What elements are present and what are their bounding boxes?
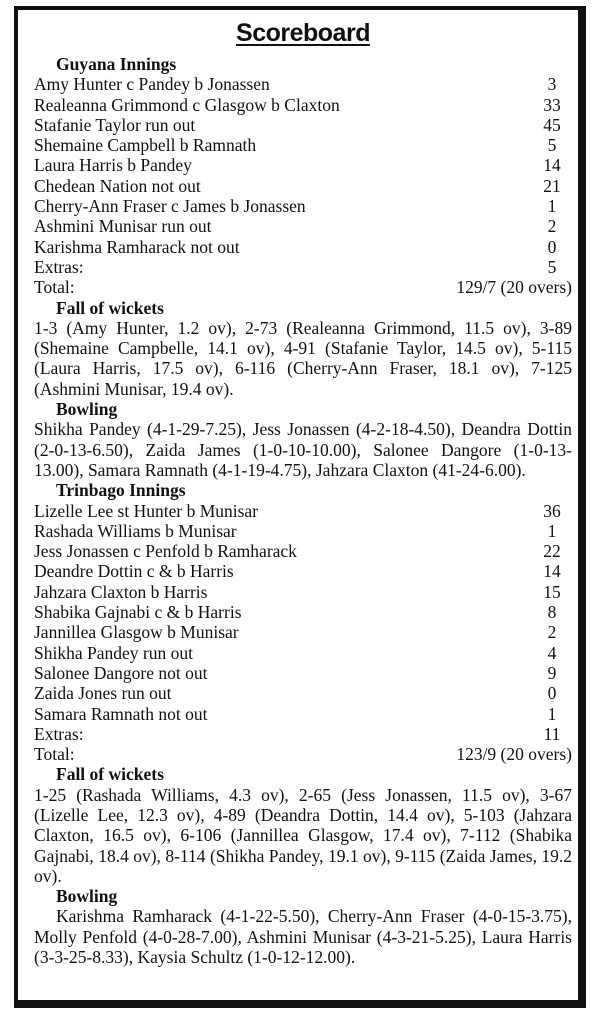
- extras-label: Extras:: [34, 256, 84, 277]
- batting-row: [34, 582, 572, 602]
- batter-name: Jess Jonassen c Penfold b Ramharack: [34, 541, 297, 562]
- batter-name: Chedean Nation not out: [34, 175, 201, 196]
- batter-name: Laura Harris b Pandey: [34, 155, 192, 176]
- batter-name: Shemaine Campbell b Ramnath: [34, 135, 257, 156]
- batter-runs: 2: [547, 622, 557, 643]
- batting-row: [34, 643, 572, 663]
- batting-row: [34, 216, 572, 236]
- batter-name: Jannillea Glasgow b Munisar: [34, 622, 239, 643]
- batting-row: [34, 541, 572, 561]
- batter-name: Samara Ramnath not out: [34, 703, 208, 724]
- total-label: Total:: [34, 744, 75, 765]
- batting-row: [34, 561, 572, 581]
- batter-runs: 1: [547, 703, 557, 724]
- batter-name: Zaida Jones run out: [34, 683, 172, 704]
- batter-runs: 1: [547, 520, 557, 541]
- batter-runs: 8: [547, 602, 557, 623]
- batter-name: Deandre Dottin c & b Harris: [34, 561, 234, 582]
- batter-runs: 4: [547, 642, 557, 663]
- guyana-total-row: [34, 277, 572, 297]
- batting-row: [34, 196, 572, 216]
- batter-runs: 33: [543, 94, 561, 115]
- batter-name: Realeanna Grimmond c Glasgow b Claxton: [34, 94, 340, 115]
- batter-name: Salonee Dangore not out: [34, 662, 208, 683]
- batter-runs: 0: [547, 683, 557, 704]
- extras-value: 11: [543, 723, 561, 744]
- batter-runs: 14: [543, 561, 561, 582]
- total-value: 129/7 (20 overs): [456, 277, 572, 298]
- batter-runs: 2: [547, 216, 557, 237]
- batting-row: [34, 704, 572, 724]
- extras-label: Extras:: [34, 723, 84, 744]
- batting-row: [34, 176, 572, 196]
- batting-row: [34, 501, 572, 521]
- batter-name: Shikha Pandey run out: [34, 642, 193, 663]
- batting-row: [34, 74, 572, 94]
- batting-row: [34, 135, 572, 155]
- batter-name: Ashmini Munisar run out: [34, 216, 212, 237]
- batter-runs: 3: [547, 74, 557, 95]
- trinbago-fow-text: 1-25 (Rashada Williams, 4.3 ov), 2-65 (Jess Jonassen, 11.5 ov), 3-67 (Lizelle Lee, 12.3 ov), 4-89 (Deandra Dottin, 14.4 ov), 5-103 (Jahzara Claxton, 16.5 ov), 6-106 (Jannillea Glasgow, 17.4 ov), 7-112 (Shabika Gajnabi, 18.4 ov), 8-114 (Shikha Pandey, 19.1 ov), 9-115 (Zaida James, 19.2 ov).: [34, 784, 572, 886]
- guyana-fow-heading: Fall of wickets: [56, 297, 164, 318]
- trinbago-bowling-text: Karishma Ramharack (4-1-22-5.50), Cherry-Ann Fraser (4-0-15-3.75), Molly Penfold (4-0-28-7.00), Ashmini Munisar (4-3-21-5.25), Laura Harris (3-3-25-8.33), Kaysia Schultz (1-0-12-12.00).: [34, 906, 572, 968]
- guyana-fow-text: 1-3 (Amy Hunter, 1.2 ov), 2-73 (Realeanna Grimmond, 11.5 ov), 3-89 (Shemaine Campbelle, 14.1 ov), 4-91 (Stafanie Taylor, 14.5 ov), 5-115 (Laura Harris, 17.5 ov), 6-116 (Cherry-Ann Fraser, 18.1 ov), 7-125 (Ashmini Munisar, 19.4 ov).: [34, 317, 572, 399]
- batting-row: [34, 521, 572, 541]
- trinbago-fow-heading: Fall of wickets: [56, 764, 164, 785]
- batter-name: Lizelle Lee st Hunter b Munisar: [34, 500, 259, 521]
- guyana-bowling-text: Shikha Pandey (4-1-29-7.25), Jess Jonassen (4-2-18-4.50), Deandra Dottin (2-0-13-6.50), Zaida James (1-0-10-10.00), Salonee Dangore (1-0-13-13.00), Samara Ramnath (4-1-19-4.75), Jahzara Claxton (41-24-6.00).: [34, 419, 572, 480]
- batting-row: [34, 237, 572, 257]
- trinbago-total-row: [34, 744, 572, 764]
- guyana-extras-row: [34, 257, 572, 277]
- extras-value: 5: [547, 256, 557, 277]
- guyana-bowling-heading: Bowling: [56, 399, 118, 420]
- batter-runs: 0: [547, 236, 557, 257]
- batter-runs: 22: [543, 541, 561, 562]
- batter-runs: 21: [543, 175, 561, 196]
- batter-runs: 15: [543, 581, 561, 602]
- trinbago-innings-heading: Trinbago Innings: [56, 480, 186, 501]
- batter-runs: 1: [547, 196, 557, 217]
- scoreboard-content: [34, 18, 572, 967]
- trinbago-bowling-heading: Bowling: [56, 886, 118, 907]
- batting-row: [34, 663, 572, 683]
- batter-name: Amy Hunter c Pandey b Jonassen: [34, 74, 270, 95]
- batter-name: Jahzara Claxton b Harris: [34, 581, 208, 602]
- batter-runs: 14: [543, 155, 561, 176]
- batter-runs: 9: [547, 662, 557, 683]
- total-value: 123/9 (20 overs): [456, 744, 572, 765]
- trinbago-batting-list: [34, 501, 572, 724]
- batter-name: Cherry-Ann Fraser c James b Jonassen: [34, 196, 306, 217]
- batter-runs: 5: [547, 135, 557, 156]
- batting-row: [34, 602, 572, 622]
- guyana-innings-heading: Guyana Innings: [56, 54, 177, 74]
- guyana-batting-list: [34, 74, 572, 257]
- trinbago-extras-row: [34, 724, 572, 744]
- batter-name: Shabika Gajnabi c & b Harris: [34, 602, 242, 623]
- batter-runs: 45: [543, 114, 561, 135]
- batting-row: [34, 115, 572, 135]
- batter-name: Stafanie Taylor run out: [34, 114, 196, 135]
- batter-name: Rashada Williams b Munisar: [34, 520, 237, 541]
- total-label: Total:: [34, 277, 75, 298]
- scoreboard-box: [14, 6, 586, 1008]
- scoreboard-title: Scoreboard: [236, 19, 370, 47]
- batter-name: Karishma Ramharack not out: [34, 236, 240, 257]
- batting-row: [34, 622, 572, 642]
- batting-row: [34, 683, 572, 703]
- batter-runs: 36: [543, 500, 561, 521]
- batting-row: [34, 95, 572, 115]
- batting-row: [34, 155, 572, 175]
